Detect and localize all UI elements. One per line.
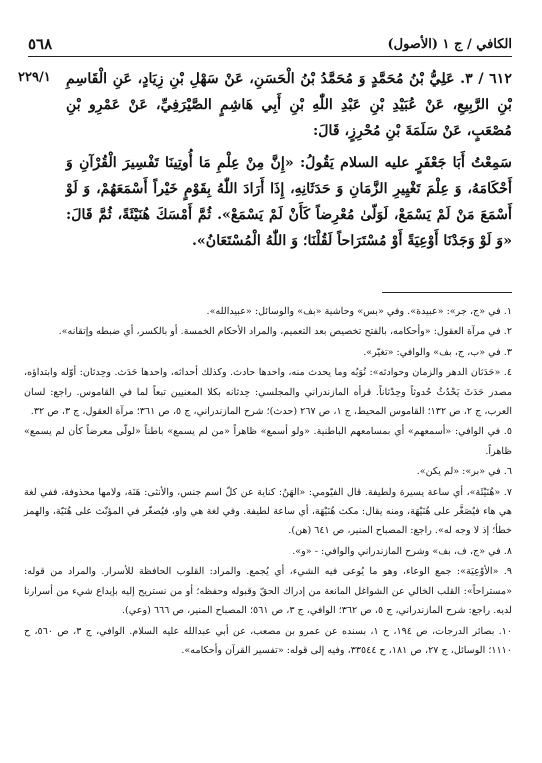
footnote: ٧. «هُنَيْئَة»، أي ساعة يسيرة ولطيفة. قال الفيّومي: «الهَنُ: كناية عن كلّ اسم جنس، والأنثى: هَنَة، ولامها محذوفة، ففي لغة هي هاء فيُصَغَّر على هُنَيْهَة، ومنه يقال: مكث هُنَيْهَة، أي ساعة لطيفة. وفي لغة هي واو، فيُصغّر في المؤنّث على هُنَيّة، والهمز خطأ؛ إذ لا وجه له». راجع: المصباح المنير، ص ٦٤١ (هن). xyxy=(24,486,512,537)
footnote: ٢. في مرآة العقول: «وأحكامه، بالفتح تخصيص بعد التعميم، والمراد الأحكام الخمسة. أو بالكسر، أي ضبطه وإتقانه». xyxy=(58,326,512,338)
hadith-cross-reference-number: ٢٢٩/١ xyxy=(18,70,51,85)
hadith-text: سَمِعْتُ أَبَا جَعْفَرٍ عليه السلام يَقُولُ: «إِنَّ مِنْ عِلْمِ مَا أُوتِينَا تَفْسِيرَ الْقُرْآنِ وَ أَحْكَامَهُ، وَ عِلْمَ تَغْيِيرِ الزَّمَانِ وَ حَدَثَانِهِ، إِذَا أَرَادَ اللّٰهُ بِقَوْمٍ خَيْراً أَسْمَعَهُمْ، وَ لَوْ أَسْمَعَ مَنْ لَمْ يَسْمَعْ، لَوَلّىٰ مُعْرِضاً كَأَنْ لَمْ يَسْمَعْ». ثُمَّ أَمْسَكَ هُنَيْئَةً، ثُمَّ قَالَ: «وَ لَوْ وَجَدْنَا أَوْعِيَةً أَوْ مُسْتَرَاحاً لَقُلْنَا؛ وَ اللّٰهُ الْمُسْتَعَانُ». xyxy=(66,155,512,249)
hadith-isnad: ٦١٢ / ٣. عَلِيُّ بْنُ مُحَمَّدٍ وَ مُحَمَّدُ بْنُ الْحَسَنِ، عَنْ سَهْلِ بْنِ زِيَادٍ، عَنِ الْقَاسِمِ بْنِ الرَّبِيعِ، عَنْ عُبَيْدِ بْنِ عَبْدِ اللّٰهِ بْنِ أَبِي هَاشِمٍ الصَّيْرَفِيِّ، عَنْ عَمْرِو بْنِ مُصْعَبٍ، عَنْ سَلَمَةَ بْنِ مُحْرِزٍ، قَالَ: xyxy=(66,71,513,139)
footnote: ٦. في «بر»: «لم يكن». xyxy=(416,466,512,478)
footnotes xyxy=(24,302,512,661)
footnote: ١٠. بصائر الدرجات، ص ١٩٤، ح ١، بسنده عن عمرو بن مصعب، عن أبي عبدالله عليه السلام. الوافي، ج ٣، ص ٥٦٠، ح ١١١٠؛ الوسائل، ج ٢٧، ص ١٨١، ح ٣٣٥٤٤، وفيه إلى قوله: «تفسير القرآن وأحكامه». xyxy=(24,625,513,656)
footnote-separator xyxy=(382,292,512,293)
page-number: ٥٦٨ xyxy=(28,35,53,53)
footnote: ١. في «ج، جر»: «عبيدة». وفي «بس» وحاشية «بف» والوسائل: «عبيدالله». xyxy=(206,306,512,317)
footnote: ٥. في الوافي: «أسمعهم» أي بمسامعهم الباطنية. «ولو أسمع» ظاهراً «من لم يسمع» باطناً «لولّى معرضاً كأن لم يسمع» ظاهراً. xyxy=(24,426,512,457)
footnote: ٤. «حَدَثان الدهر والزمان وحوادثه»: نُوَبُه وما يحدث منه، واحدها حادث. وكذلك أحداثه، واحدها حَدَث. وحِدثان: أوّله وابتداؤه، مصدر حَدَثَ يَحْدُثُ حُدوثاً وحِدْثاناً. قرأه المازندراني والمجلسي: حِدثانه بكلا المعنيين تبعاً لما في القاموس. راجع: لسان العرب، ج ٢، ص ١٣٢؛ القاموس المحيط، ج ١، ص ٢٦٧ (حدث)؛ شرح المازندراني، ج ٥، ص ٣٦١؛ مرآة العقول، ج ٣، ص ٣٢. xyxy=(24,367,512,418)
running-header xyxy=(28,34,512,57)
book-title: الكافي / ج ١ (الأصول) xyxy=(387,36,512,52)
hadith-body xyxy=(66,66,512,254)
footnote: ٩. «الأوْعِيَة»: جمع الوعاء، وهو ما يُوعى فيه الشيء، أي يُجمع. والمراد: القلوب الحافظة للأسرار. والمراد من قوله: «مستراحاً»: القلب الخالي عن الشواغل المانعة من إدراك الحقّ وقبوله وحفظه؛ أو من نستريح إليه بإيداع شيء من أسرارنا لديه. راجع: شرح المازندراني، ج ٥، ص ٣٦٢؛ الوافي، ج ٣، ص ٥٦١؛ المصباح المنير، ص ٦٦٦ (وعي). xyxy=(24,566,512,617)
footnote: ٣. في «ب، ج، بف» والوافي: «تغيّر». xyxy=(363,346,512,358)
footnote: ٨. في «ج، ف، بف» وشرح المازندراني والوافي: - «و». xyxy=(292,545,512,557)
